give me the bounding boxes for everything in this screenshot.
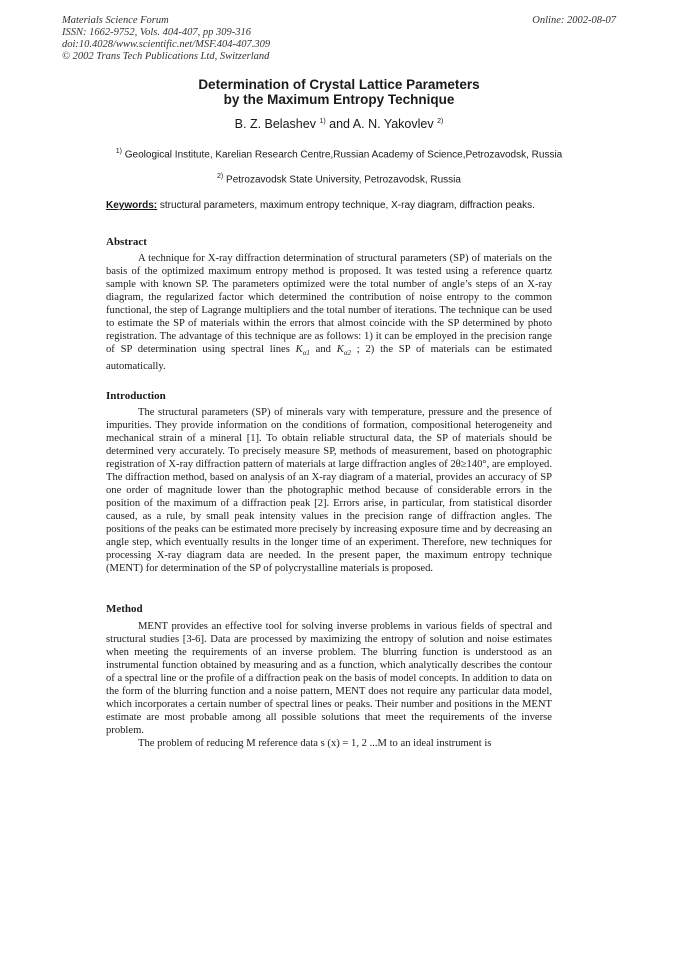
journal-info (62, 15, 270, 63)
paper-title (0, 77, 678, 107)
k-alpha1-symbol: $K_{\alpha 1}$ (295, 344, 310, 358)
issn-line: ISSN: 1662-9752, Vols. 404-407, pp 309-316 (62, 27, 251, 38)
keywords (106, 200, 558, 211)
introduction-heading: Introduction (106, 390, 166, 402)
abstract-body (106, 252, 552, 373)
method-body (106, 620, 552, 750)
method-paragraph-2: The problem of reducing M reference data s (x) = 1, 2 ...M to an ideal instrument is (138, 738, 492, 749)
title-line-1: Determination of Crystal Lattice Parameters (198, 77, 480, 92)
affiliation-2 (100, 171, 578, 186)
abstract-text: A technique for X-ray diffraction determination of structural parameters (SP) of materials on the basis of the optimized maximum entropy method is proposed. It was tested using a reference quartz sample with known SP. The parameters optimized were the total number of angle’s steps of an X-ray diagram, the regularized factor which determined the contribution of noise entropy to the common functional, the step of Lagrange multipliers and the total number of iterations. The technique can be used to estimate the SP of materials within the errors that almost coincide with the SP determined by photo registration. The advantage of this technique are as follows: 1) it can be employed in the precision range of SP determination using spectral lines (106, 253, 552, 355)
online-date: Online: 2002-08-07 (532, 15, 616, 26)
abstract-text-end: ; 2) the SP of materials can be estimated automatically. (106, 344, 553, 373)
author-2: and A. N. Yakovlev (329, 117, 434, 131)
journal-name: Materials Science Forum (62, 15, 169, 26)
copyright-line: © 2002 Trans Tech Publications Ltd, Switzerland (62, 51, 270, 62)
affiliation-2-mark: 2) (217, 173, 224, 180)
author-list (0, 117, 678, 131)
abstract-heading: Abstract (106, 236, 147, 248)
keywords-text: structural parameters, maximum entropy technique, X-ray diagram, diffraction peaks. (159, 200, 535, 211)
and-word: and (315, 344, 331, 355)
method-heading: Method (106, 603, 143, 615)
author-2-affiliation-mark: 2) (437, 117, 444, 125)
doi-line: doi:10.4028/www.scientific.net/MSF.404-407.309 (62, 39, 271, 50)
affiliation-2-text: Petrozavodsk State University, Petrozavodsk, Russia (226, 174, 461, 186)
abstract-paragraph (106, 252, 552, 373)
affiliation-1-text: Geological Institute, Karelian Research Centre,Russian Academy of Science,Petrozavodsk, Russia (124, 149, 563, 161)
author-1: B. Z. Belashev (234, 117, 316, 131)
affiliation-1-mark: 1) (115, 148, 122, 155)
keywords-label: Keywords: (106, 200, 158, 211)
introduction-body (106, 406, 552, 575)
title-line-2: by the Maximum Entropy Technique (223, 92, 455, 107)
introduction-paragraph: The structural parameters (SP) of minerals vary with temperature, pressure and the presence of impurities. They provide information on the conditions of formation, compositional heterogeneity and mechanical strain of a mineral [1]. To obtain reliable structural data, the SP of materials should be determined very accurately. To precisely measure SP, methods of measurement, based on photographic registration of X-ray diffraction pattern of materials at large diffraction angles of 2θ≥140°, are employed. The diffraction method, based on analysis of an X-ray diagram of a material, provides an accuracy of SP one order of magnitude lower than the photographic method because of considerable errors in the position of the maximum of a diffraction peak [2]. Errors arise, in particular, from statistical disorder caused, as a rule, by small peak intensity values in the precision range of diffraction angles. The positions of the peaks can be estimated more precisely by increasing exposure time and by decreasing an angle step, which eventually results in the longer time of an experiment. Therefore, new techniques for processing X-ray diagram data are needed. In the present paper, the maximum entropy technique (MENT) for determination of the SP of polycrystalline materials is proposed. (106, 407, 552, 574)
k-alpha2-symbol: $K_{\alpha 2}$ (336, 344, 351, 358)
affiliation-1 (100, 146, 578, 161)
method-paragraph-1: MENT provides an effective tool for solving inverse problems in various fields of spectral and structural studies [3-6]. Data are processed by maximizing the entropy of solution and noise estimates when meeting the requirements of an inverse problem. The blurring function is understood as an instrumental function obtained by measuring and as a function, which analytically describes the contour of a spectral line or the profile of a diffraction peak on the basis of model concepts. In addition to data on the form of the blurring function and a noise pattern, MENT does not require any particular data model, which incorporates a certain number of spectral lines or peaks. Their number and positions in the MENT estimate are most probable among all possible solutions that meet the requirements of the inverse problem. (106, 621, 552, 736)
author-1-affiliation-mark: 1) (319, 117, 326, 125)
